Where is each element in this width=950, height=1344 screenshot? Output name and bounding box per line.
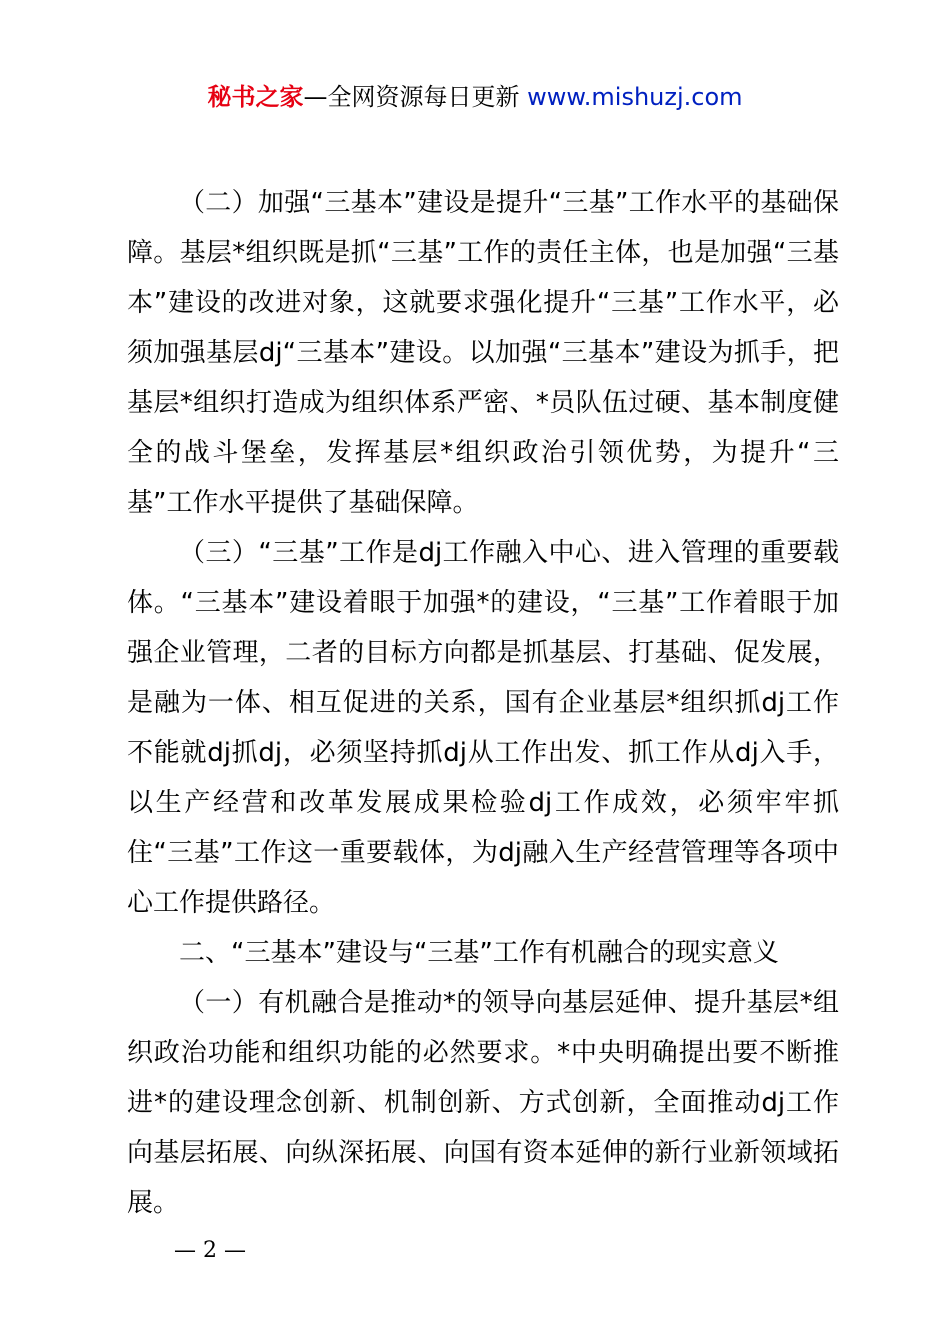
paragraph: （三）“三基”工作是dj工作融入中心、进入管理的重要载体。“三基本”建设着眼于加强*的建设，“三基”工作着眼于加强企业管理，二者的目标方向都是抓基层、打基础、促发展，是融为一体、相互促进的关系，国有企业基层*组织抓dj工作不能就dj抓dj，必须坚持抓dj从工作出发、抓工作从dj入手，以生产经营和改革发展成果检验dj工作成效，必须牢牢抓住“三基”工作这一重要载体，为dj融入生产经营管理等各项中心工作提供路径。 [127, 538, 839, 918]
site-url[interactable]: www.mishuzj.com [527, 83, 743, 111]
paragraph: （一）有机融合是推动*的领导向基层延伸、提升基层*组织政治功能和组织功能的必然要求。*中央明确提出要不断推进*的建设理念创新、机制创新、方式创新，全面推动dj工作向基层拓展、向纵深拓展、向国有资本延伸的新行业新领域拓展。 [127, 988, 839, 1218]
site-header [0, 80, 950, 114]
paragraph: （二）加强“三基本”建设是提升“三基”工作水平的基础保障。基层*组织既是抓“三基”工作的责任主体，也是加强“三基本”建设的改进对象，这就要求强化提升“三基”工作水平，必须加强基层dj“三基本”建设。以加强“三基本”建设为抓手，把基层*组织打造成为组织体系严密、*员队伍过硬、基本制度健全的战斗堡垒，发挥基层*组织政治引领优势，为提升“三基”工作水平提供了基础保障。 [127, 188, 839, 518]
site-tagline: —全网资源每日更新 [303, 83, 520, 111]
section-heading: 二、“三基本”建设与“三基”工作有机融合的现实意义 [179, 938, 779, 968]
page-number: — 2 — [174, 1238, 246, 1263]
site-brand: 秘书之家 [207, 83, 304, 111]
document-body [127, 178, 839, 1228]
